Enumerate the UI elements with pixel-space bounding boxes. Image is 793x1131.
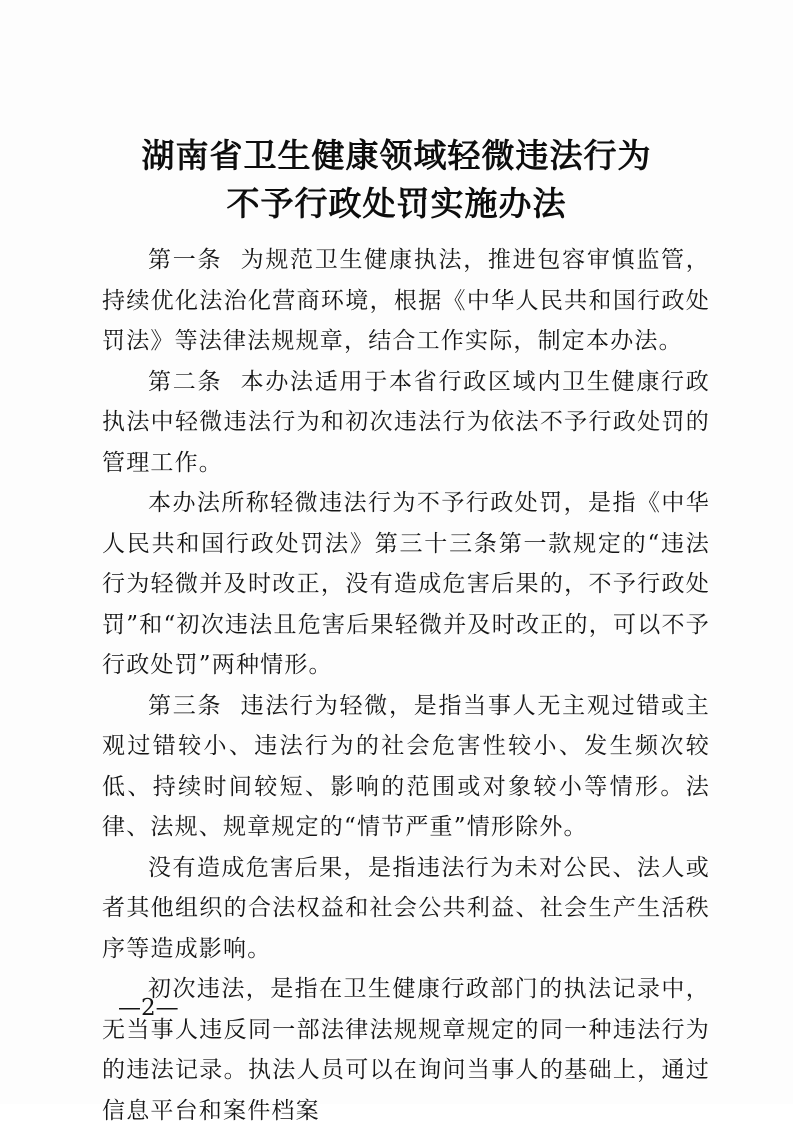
paragraph-article-1: [102, 240, 710, 362]
article-label: 第一条: [148, 247, 223, 273]
article-label: 第二条: [148, 368, 223, 395]
paragraph-first-offense: [102, 969, 710, 1131]
paragraph-article-3: [102, 686, 710, 848]
page-number: —2—: [118, 995, 179, 1021]
paragraph-article-2: [102, 362, 710, 484]
paragraph-text: 本办法适用于本省行政区域内卫生健康行政执法中轻微违法行为和初次违法行为依法不予行政处罚的管理工作。: [102, 368, 710, 476]
paragraph-definition-minor: [102, 483, 710, 686]
paragraph-no-harm: [102, 848, 710, 970]
document-body: [102, 240, 710, 1131]
document-title-line-1: 湖南省卫生健康领域轻微违法行为: [141, 136, 652, 175]
paragraph-text: 为规范卫生健康执法，推进包容审慎监管，持续优化法治化营商环境，根据《中华人民共和国行政处罚法》等法律法规规章，结合工作实际，制定本办法。: [102, 247, 710, 354]
paragraph-text: 违法行为轻微，是指当事人无主观过错或主观过错较小、违法行为的社会危害性较小、发生频次较低、持续时间较短、影响的范围或对象较小等情形。法律、法规、规章规定的“情节严重”情形除外。: [102, 692, 710, 840]
document-title-line-2: 不予行政处罚实施办法: [226, 184, 567, 223]
paragraph-text: 没有造成危害后果，是指违法行为未对公民、法人或者其他组织的合法权益和社会公共利益、社会生产生活秩序等造成影响。: [102, 854, 710, 962]
paragraph-text: 初次违法，是指在卫生健康行政部门的执法记录中，无当事人违反同一部法律法规规章规定的同一种违法行为的违法记录。执法人员可以在询问当事人的基础上，通过信息平台和案件档案: [102, 976, 710, 1124]
article-label: 第三条: [148, 692, 223, 719]
paragraph-text: 本办法所称轻微违法行为不予行政处罚，是指《中华人民共和国行政处罚法》第三十三条第一款规定的“违法行为轻微并及时改正，没有造成危害后果的，不予行政处罚”和“初次违法且危害后果轻微并及时改正的，可以不予行政处罚”两种情形。: [102, 490, 710, 678]
